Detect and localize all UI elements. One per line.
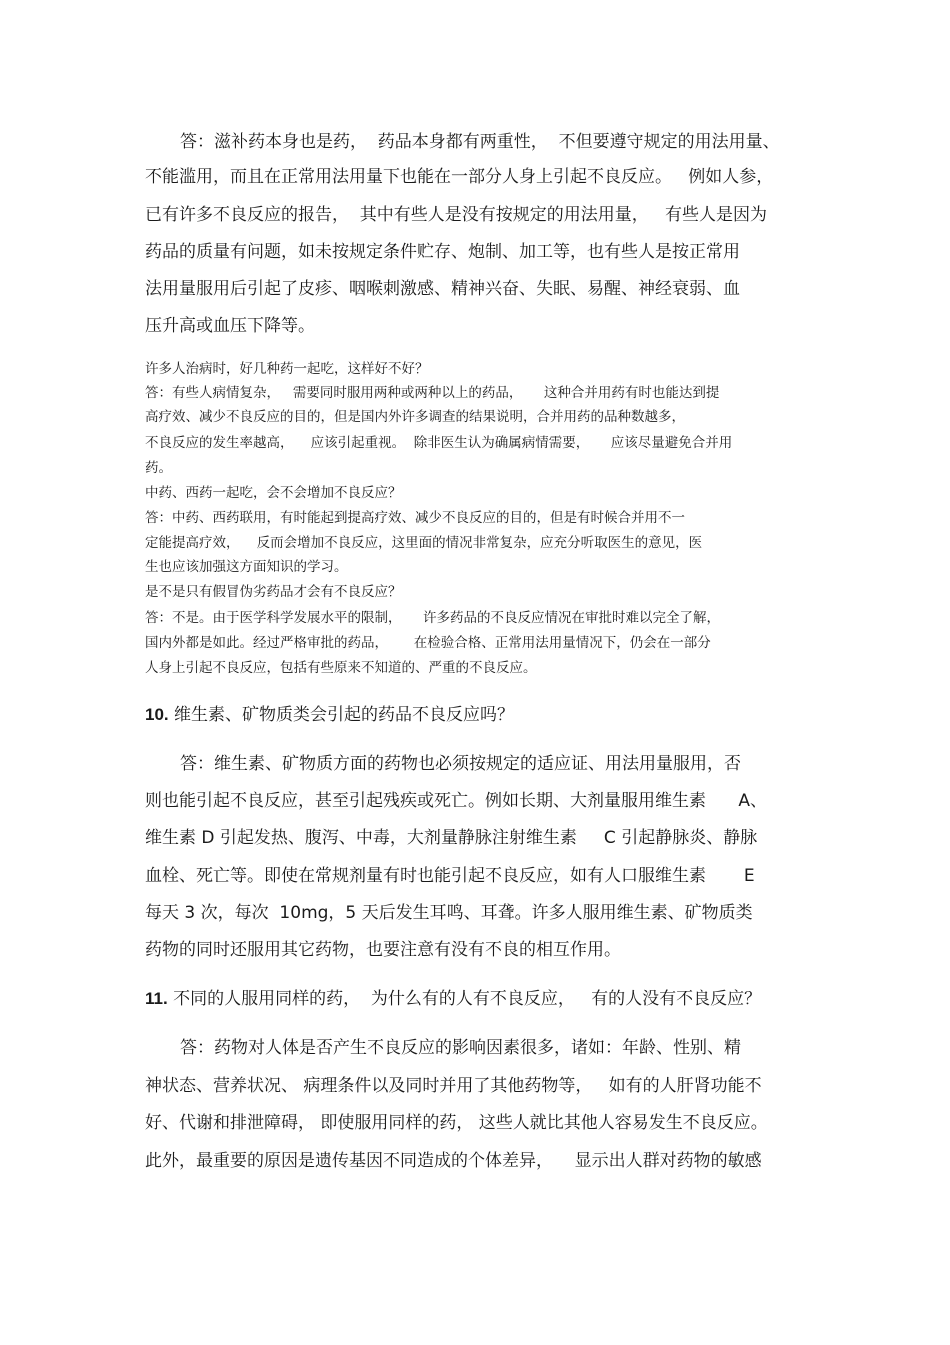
faq-question: 中药、西药一起吃，会不会增加不良反应？ (145, 485, 402, 501)
answer-paragraph-line: 不能滥用，而且在正常用法用量下也能在一部分人身上引起不良反应。 例如人参， (145, 167, 774, 187)
faq-answer-line: 药。 (145, 460, 172, 476)
answer-paragraph-line: 每天 3 次，每次 10mg，5 天后发生耳鸣、耳聋。许多人服用维生素、矿物质类 (145, 903, 753, 923)
faq-answer-line: 答：有些人病情复杂， 需要同时服用两种或两种以上的药品， 这种合并用药有时也能达到提 (145, 385, 720, 401)
faq-question: 是不是只有假冒伪劣药品才会有不良反应？ (145, 584, 402, 600)
answer-paragraph-line: 则也能引起不良反应，甚至引起残疾或死亡。例如长期、大剂量服用维生素 A、 (145, 791, 768, 811)
faq-answer-line: 不良反应的发生率越高， 应该引起重视。 除非医生认为确属病情需要， 应该尽量避免合并用 (145, 435, 733, 451)
question-title: 不同的人服用同样的药， 为什么有的人有不良反应， 有的人没有不良反应？ (173, 989, 762, 1009)
question-title: 维生素、矿物质类会引起的药品不良反应吗？ (174, 705, 515, 725)
answer-paragraph-line: 维生素 D 引起发热、腹泻、中毒，大剂量静脉注射维生素 C 引起静脉炎、静脉 (145, 828, 758, 848)
faq-answer-line: 生也应该加强这方面知识的学习。 (145, 559, 348, 575)
faq-answer-line: 答：不是。由于医学科学发展水平的限制， 许多药品的不良反应情况在审批时难以完全了解， (145, 610, 720, 626)
answer-paragraph-line: 药品的质量有问题，如未按规定条件贮存、炮制、加工等，也有些人是按正常用 (145, 242, 740, 262)
question-11-heading (145, 984, 761, 1009)
answer-paragraph-line: 答：药物对人体是否产生不良反应的影响因素很多，诸如：年龄、性别、精 (180, 1038, 741, 1058)
answer-paragraph-line: 神状态、营养状况、 病理条件以及同时并用了其他药物等， 如有的人肝肾功能不 (145, 1076, 762, 1096)
answer-paragraph-line: 此外，最重要的原因是遗传基因不同造成的个体差异， 显示出人群对药物的敏感 (145, 1151, 762, 1171)
faq-answer-line: 人身上引起不良反应，包括有些原来不知道的、严重的不良反应。 (145, 660, 537, 676)
answer-paragraph-line: 药物的同时还服用其它药物，也要注意有没有不良的相互作用。 (145, 940, 621, 960)
faq-answer-line: 国内外都是如此。经过严格审批的药品， 在检验合格、正常用法用量情况下，仍会在一部分 (145, 635, 711, 651)
answer-paragraph-line: 好、代谢和排泄障碍， 即使服用同样的药， 这些人就比其他人容易发生不良反应。 (145, 1113, 768, 1133)
answer-paragraph-line: 压升高或血压下降等。 (145, 316, 315, 336)
answer-paragraph-line: 答：滋补药本身也是药， 药品本身都有两重性， 不但要遵守规定的用法用量、 (180, 132, 780, 152)
answer-paragraph-line: 答：维生素、矿物质方面的药物也必须按规定的适应证、用法用量服用，否 (180, 754, 741, 774)
answer-paragraph-line: 血栓、死亡等。即使在常规剂量有时也能引起不良反应，如有人口服维生素 E (145, 866, 755, 886)
question-number: 10. (145, 705, 169, 724)
faq-answer-line: 答：中药、西药联用，有时能起到提高疗效、减少不良反应的目的，但是有时候合并用不一 (145, 510, 685, 526)
question-number: 11. (145, 989, 168, 1008)
answer-paragraph-line: 法用量服用后引起了皮疹、咽喉刺激感、精神兴奋、失眠、易醒、神经衰弱、血 (145, 279, 740, 299)
faq-answer-line: 定能提高疗效， 反而会增加不良反应，这里面的情况非常复杂，应充分听取医生的意见，医 (145, 535, 703, 551)
faq-question: 许多人治病时，好几种药一起吃，这样好不好？ (145, 361, 429, 377)
question-10-heading (145, 700, 514, 725)
faq-answer-line: 高疗效、减少不良反应的目的，但是国内外许多调查的结果说明，合并用药的品种数越多， (145, 409, 685, 425)
answer-paragraph-line: 已有许多不良反应的报告， 其中有些人是没有按规定的用法用量， 有些人是因为 (145, 205, 768, 225)
